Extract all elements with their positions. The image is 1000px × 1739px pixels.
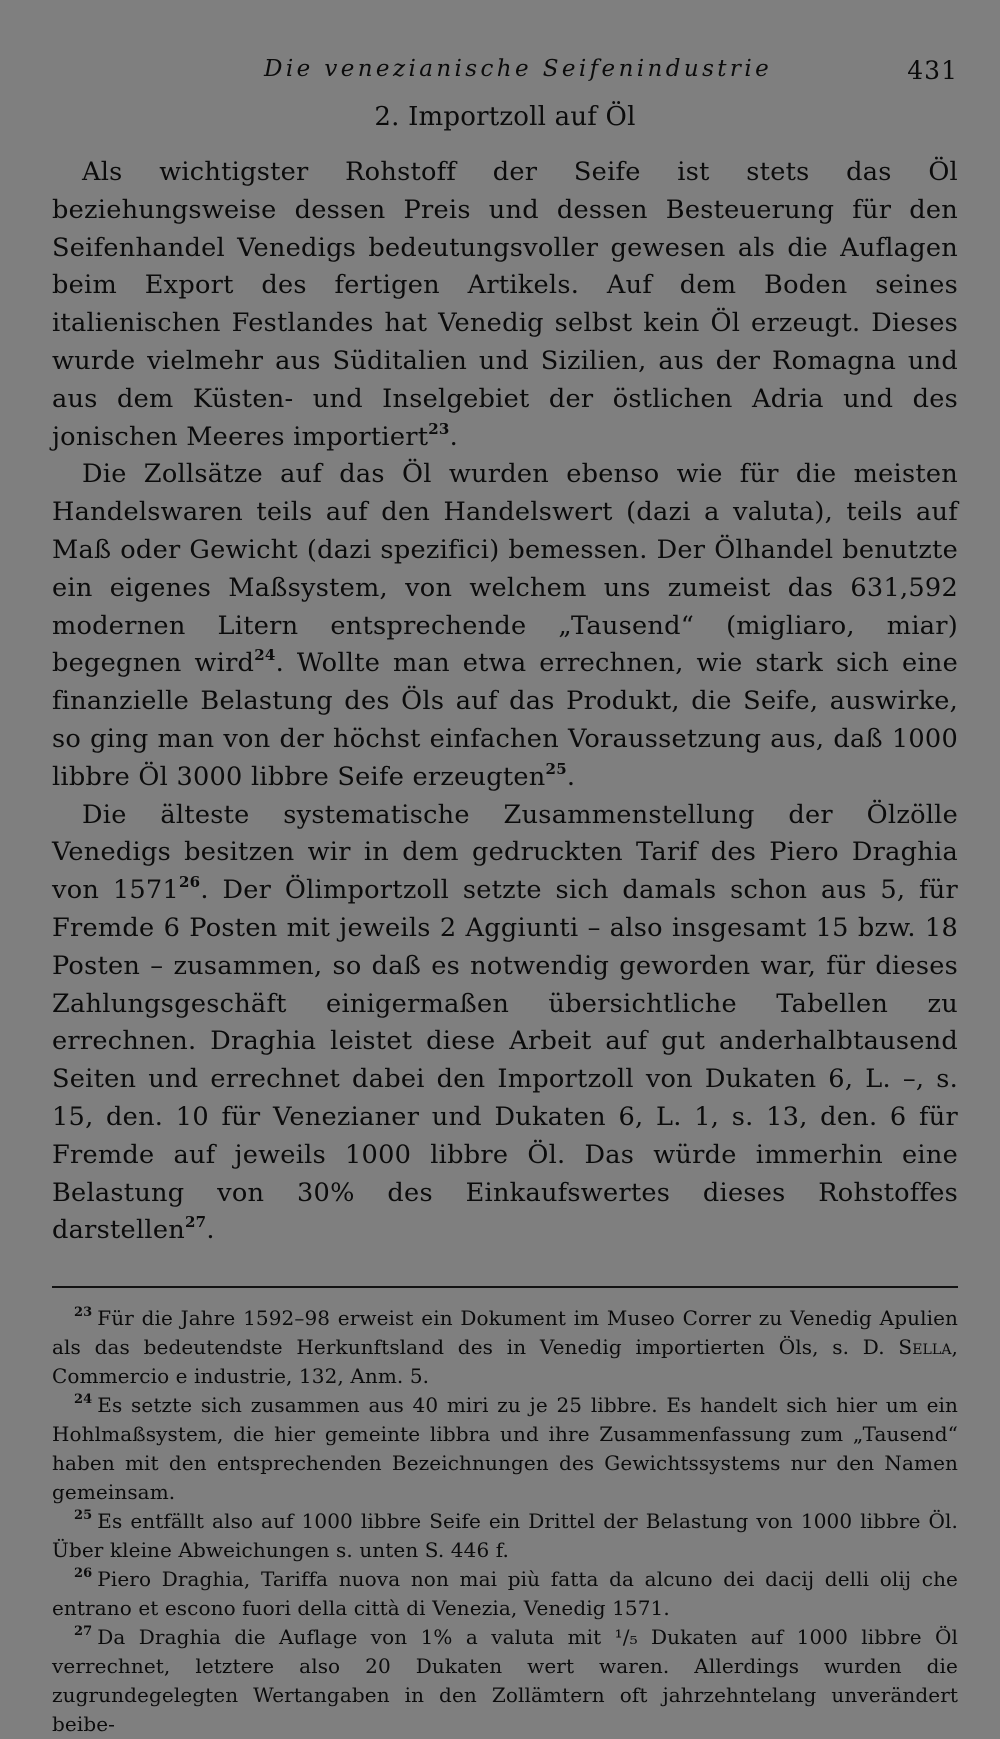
footnote-text-continued: , Commercio e industrie, 132, Anm. 5. xyxy=(52,1335,958,1389)
footnote-text: Für die Jahre 1592–98 erweist ein Dokument im Museo Correr zu Venedig Apulien als das bedeutendste Herkunftsland des in Venedig importierten Öls, s. D. xyxy=(52,1306,958,1360)
paragraph-1 xyxy=(52,154,958,456)
page-number: 431 xyxy=(907,56,958,85)
footnote-ref-26: 26 xyxy=(178,873,201,892)
running-title: Die venezianische Seifenindustrie xyxy=(264,56,773,82)
footnote-text: Piero Draghia, Tariffa nuova non mai più fatta da alcuno dei dacij delli olij che entrano et escono fuori della città di Venezia, Venedig 1571. xyxy=(52,1567,958,1621)
body-text xyxy=(52,154,958,1250)
paragraph-3-text-continued: . Der Ölimportzoll setzte sich damals schon aus 5, für Fremde 6 Posten mit jeweils 2 Aggiunti – also insgesamt 15 bzw. 18 Posten – zusammen, so daß es notwendig geworden war, für dieses Zahlungsgeschäft einigermaßen übersichtliche Tabellen zu errechnen. Draghia leistet diese Arbeit auf gut anderhalbtausend Seiten und errechnet dabei den Importzoll von Dukaten 6, L. –, s. 15, den. 10 für Venezianer und Dukaten 6, L. 1, s. 13, den. 6 für Fremde auf jeweils 1000 libbre Öl. Das würde immerhin eine Belastung von 30% des Einkaufswertes dieses Rohstoffes darstellen xyxy=(52,875,958,1246)
footnote-number: 24 xyxy=(74,1392,93,1408)
footnote-number: 26 xyxy=(74,1566,93,1582)
paragraph-3-text: Die älteste systematische Zusammenstellung der Ölzölle Venedigs besitzen wir in dem gedruckten Tarif des Piero Draghia von 1571 xyxy=(52,799,958,906)
footnote-26 xyxy=(52,1565,958,1623)
footnote-23 xyxy=(52,1304,958,1391)
footnote-25 xyxy=(52,1507,958,1565)
paragraph-2-end: . xyxy=(566,761,576,792)
footnote-number: 23 xyxy=(74,1305,93,1321)
footnote-divider xyxy=(52,1286,958,1288)
paragraph-2-text: Die Zollsätze auf das Öl wurden ebenso wie für die meisten Handelswaren teils auf den Handelswert (dazi a valuta), teils auf Maß oder Gewicht (dazi spezifici) bemessen. Der Ölhandel benutzte ein eigenes Maßsystem, von welchem uns zumeist das 631,592 modernen Litern entsprechende „Tausend“ (migliaro, miar) begegnen wird xyxy=(52,459,958,679)
footnote-text: Es entfällt also auf 1000 libbre Seife ein Drittel der Belastung von 1000 libbre Öl. Über kleine Abweichungen s. unten S. 446 f. xyxy=(52,1509,958,1563)
paragraph-3-end: . xyxy=(206,1215,215,1246)
footnote-text: Da Draghia die Auflage von 1% a valuta mit ¹/₅ Dukaten auf 1000 libbre Öl verrechnet, letztere also 20 Dukaten wert waren. Allerdings wurden die zugrundegelegten Wertangaben in den Zollämtern oft jahrzehntelang unverändert beibe- xyxy=(52,1625,958,1737)
footnote-author: Sella xyxy=(898,1335,952,1360)
footnote-ref-27: 27 xyxy=(184,1213,207,1232)
paragraph-3 xyxy=(52,797,958,1251)
paragraph-1-end: . xyxy=(449,421,459,452)
footnote-number: 27 xyxy=(74,1624,93,1640)
paragraph-2 xyxy=(52,456,958,796)
footnote-27 xyxy=(52,1623,958,1739)
footnote-number: 25 xyxy=(74,1508,93,1524)
footnote-ref-25: 25 xyxy=(545,759,567,778)
paragraph-1-text: Als wichtigster Rohstoff der Seife ist stets das Öl beziehungsweise dessen Preis und dessen Besteuerung für den Seifenhandel Venedigs bedeutungsvoller gewesen als die Auflagen beim Export des fertigen Artikels. Auf dem Boden seines italienischen Festlandes hat Venedig selbst kein Öl erzeugt. Dieses wurde vielmehr aus Süditalien und Sizilien, aus der Romagna und aus dem Küsten- und Inselgebiet der östlichen Adria und des jonischen Meeres importiert xyxy=(52,157,958,452)
running-head xyxy=(52,50,958,90)
footnote-text: Es setzte sich zusammen aus 40 miri zu je 25 libbre. Es handelt sich hier um ein Hohlmaßsystem, die hier gemeinte libbra und ihre Zusammenfassung zum „Tausend“ haben mit den entsprechenden Bezeichnungen des Gewichtssystems nur den Namen gemeinsam. xyxy=(52,1393,958,1505)
book-page xyxy=(52,50,958,1737)
footnotes xyxy=(52,1304,958,1739)
footnote-24 xyxy=(52,1391,958,1507)
footnote-ref-23: 23 xyxy=(428,419,450,438)
footnote-ref-24: 24 xyxy=(254,646,276,665)
paragraph-2-text-continued: . Wollte man etwa errechnen, wie stark sich eine finanzielle Belastung des Öls auf das Produkt, die Seife, auswirke, so ging man von der höchst einfachen Voraussetzung aus, daß 1000 libbre Öl 3000 libbre Seife erzeugten xyxy=(52,648,958,792)
section-heading: 2. Importzoll auf Öl xyxy=(374,102,636,132)
